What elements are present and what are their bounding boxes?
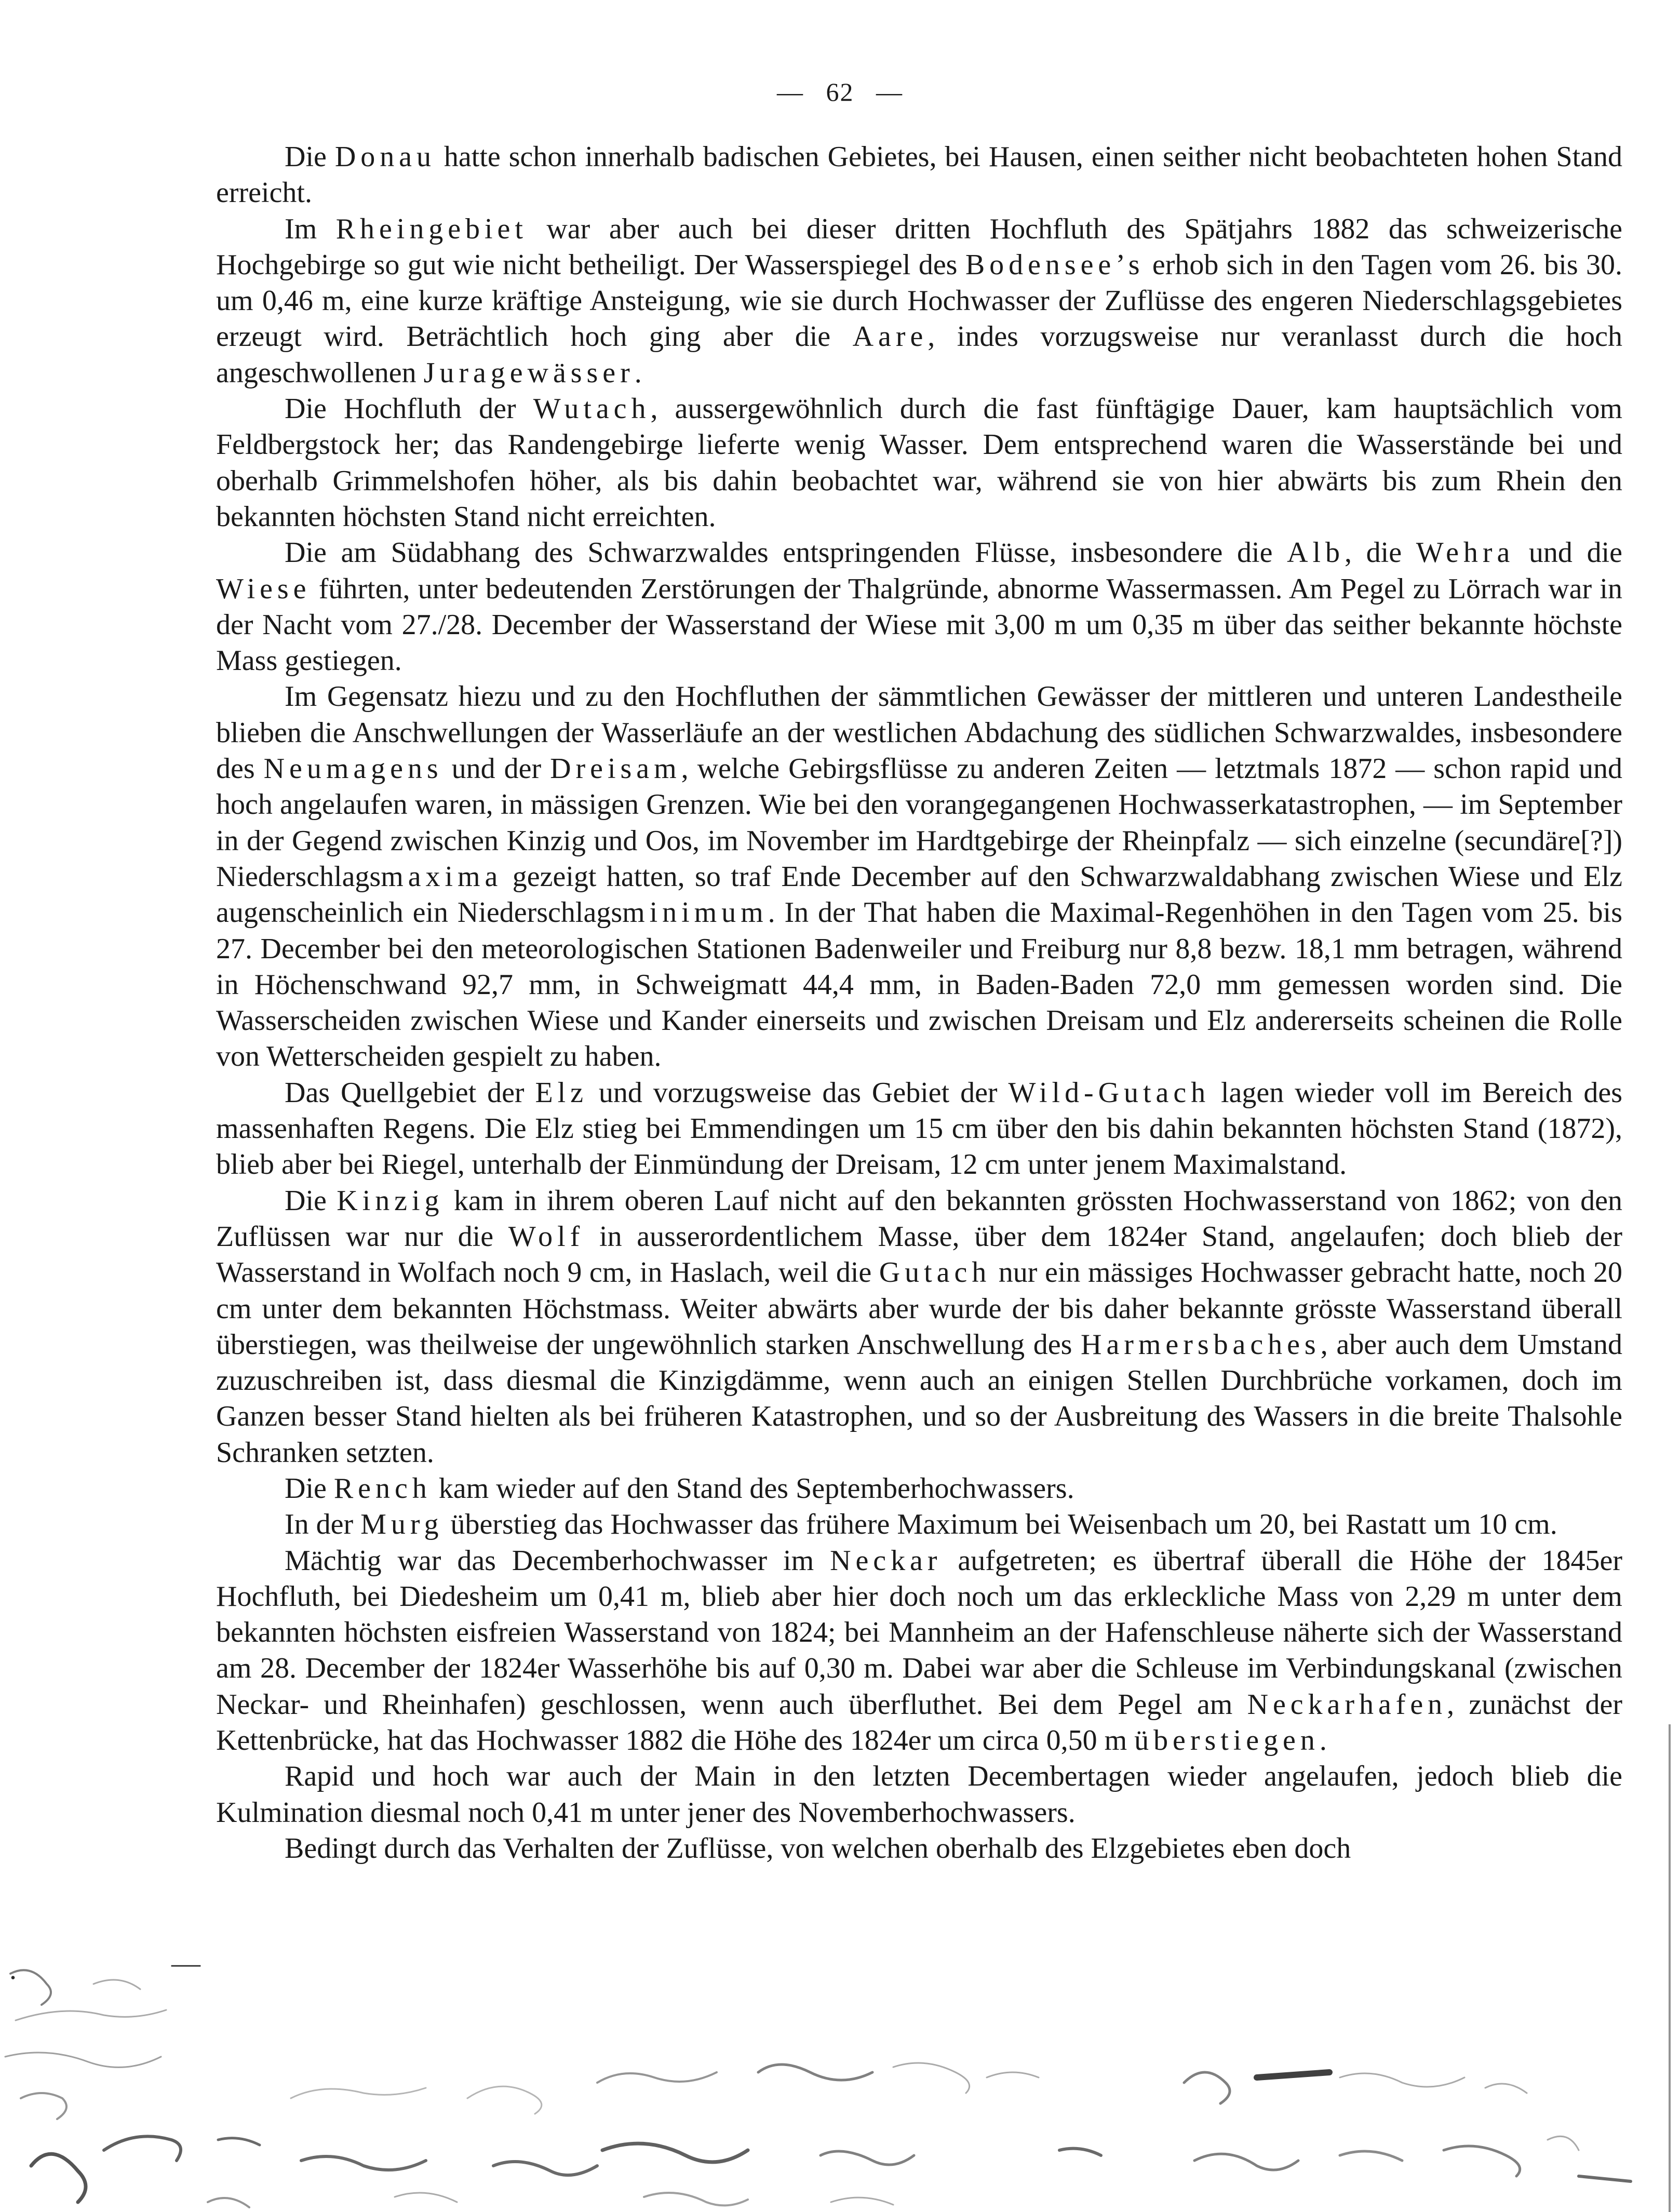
text-run: Bedingt durch das Verhalten der Zuflüsse, von welchen oberhalb des Elzgebietes eben doch (285, 1832, 1351, 1865)
paragraph (216, 1759, 1622, 1831)
spaced-term: minimum (622, 896, 768, 929)
margin-bracket: . (9, 1953, 17, 1986)
page-edge-line (1669, 1724, 1671, 2212)
page-number: 62 (826, 77, 854, 106)
spaced-term: Gutach (879, 1256, 991, 1289)
text-run: , welche Gebirgsflüsse zu anderen Zeiten — letztmals 1872 — schon rapid und hoch angelaufen waren, in mässigen Grenzen. Wie bei den vorangegangenen Hochwasserkatastrophen, — im September in der Gegend zwischen Kinzig und Oos, im November im Hardtgebirge der Rheinpfalz — sich einzelne (secundäre[?]) Niederschlags (216, 753, 1623, 893)
page-header (0, 77, 1680, 107)
text-run: und vorzugsweise das Gebiet der (587, 1076, 1009, 1109)
text-run: Die Hochfluth der (285, 393, 533, 425)
text-run: Mächtig war das Decemberhochwasser im (285, 1544, 830, 1577)
spaced-term: Wiese (216, 572, 311, 605)
text-run: kam wieder auf den Stand des Septemberhochwassers. (431, 1472, 1074, 1505)
text-run: , zunächst der Kettenbrücke, hat das Hochwasser 1882 die Höhe des 1824er um circa 0,50 m (216, 1688, 1622, 1757)
text-run: kam in ihrem oberen Lauf nicht auf den bekannten grössten Hochwasserstand von 1862; von den Zuflüssen war nur die (216, 1184, 1623, 1253)
paragraph (216, 1831, 1622, 1867)
text-run: Das Quellgebiet der (285, 1076, 535, 1109)
spaced-term: Harmersbaches (1081, 1328, 1321, 1361)
spaced-term: Kinzig (337, 1184, 444, 1217)
spaced-term: Alb (1287, 537, 1345, 569)
paragraph (216, 1183, 1622, 1471)
spaced-term: Wolf (508, 1220, 585, 1253)
paragraph (216, 1471, 1622, 1507)
text-run: in ausserordentlichem Masse, über dem 1824er Stand, angelaufen; doch blieb der Wasserstand in Wolfach noch 9 cm, in Haslach, weil die (216, 1220, 1622, 1289)
text-run: , die (1344, 537, 1416, 569)
spaced-term: Neckar (830, 1544, 942, 1577)
text-run: . In der That haben die Maximal-Regenhöhen in den Tagen vom 25. bis 27. December bei den meteorologischen Stationen Badenweiler und Freiburg nur 8,8 bezw. 18,1 mm betragen, während in Höchenschwand 92,7 mm, in Schweigmatt 44,4 mm, in Baden-Baden 72,0 mm gemessen worden sind. Die Wasserscheiden zwischen Wiese und Kander einerseits und zwischen Dreisam und Elz andererseits scheinen die Rolle von Wetterscheiden gespielt zu haben. (216, 896, 1623, 1073)
paragraph (216, 679, 1622, 1075)
text-run: überstieg das Hochwasser das frühere Maximum bei Weisenbach um 20, bei Rastatt um 10 cm. (443, 1508, 1557, 1541)
spaced-term: Dreisam (550, 753, 681, 785)
spaced-term: Wehra (1416, 537, 1515, 569)
spaced-term: Neumagens (263, 753, 443, 785)
paragraph (216, 391, 1622, 535)
page-number-dash-right: — (876, 77, 903, 106)
text-run: Im (285, 212, 336, 245)
spaced-term: maxima (381, 860, 503, 893)
text-run: erhob sich in den Tagen vom 26. bis 30. um 0,46 m, eine kurze kräftige Ansteigung, wie sie durch Hochwasser der Zuflüsse des engeren Niederschlagsgebietes erzeugt wird. Beträchtlich hoch ging aber die (216, 248, 1623, 353)
spaced-term: Wutach (533, 393, 651, 425)
text-run: . (634, 356, 642, 389)
text-run: , aussergewöhnlich durch die fast fünftägige Dauer, kam hauptsächlich vom Feldbergstock her; das Randengebirge lieferte wenig Wasser. Dem entsprechend waren die Wasserstände bei und oberhalb Grimmelshofen höher, als bis dahin beobachtet war, während sie von hier abwärts bis zum Rhein den bekannten höchsten Stand nicht erreichten. (216, 393, 1623, 533)
paragraph (216, 535, 1622, 679)
paragraph (216, 1075, 1622, 1183)
text-run: Die am Südabhang des Schwarzwaldes entspringenden Flüsse, insbesondere die (285, 537, 1287, 569)
text-run: . (1319, 1724, 1327, 1757)
page-number-dash-left: — (777, 77, 804, 106)
text-run: , aber auch dem Umstand zuzuschreiben ist, dass diesmal die Kinzigdämme, wenn auch an einigen Stellen Durchbrüche vorkamen, doch im Ganzen besser Stand hielten als bei früheren Katastrophen, und so der Ausbreitung des Wassers in die breite Thalsohle Schranken setzten. (216, 1328, 1622, 1469)
text-run: und der (442, 753, 550, 785)
body-text (216, 139, 1622, 1867)
text-run: aufgetreten; es übertraf überall die Höhe der 1845er Hochfluth, bei Diedesheim um 0,41 m, blieb aber hier doch noch um das erkleckliche Mass von 2,29 m unter dem bekannten höchsten eisfreien Wasserstand von 1824; bei Mannheim an der Hafenschleuse näherte sich der Wasserstand am 28. December der 1824er Wasserhöhe bis auf 0,30 m. Dabei war aber die Schleuse im Verbindungskanal (zwischen Neckar- und Rheinhafen) geschlossen, wenn auch überfluthet. Bei dem Pegel am (216, 1544, 1622, 1721)
text-run: In der (285, 1508, 361, 1541)
text-run: führten, unter bedeutenden Zerstörungen der Thalgründe, abnorme Wassermassen. Am Pegel zu Lörrach war in der Nacht vom 27./28. December der Wasserstand der Wiese mit 3,00 m um 0,35 m über das seither bekannte höchste Mass gestiegen. (216, 572, 1622, 677)
spaced-term: Bodensee’s (965, 248, 1145, 281)
text-run: Rapid und hoch war auch der Main in den letzten Decembertagen wieder angelaufen, jedoch blieb die Kulmination diesmal noch 0,41 m unter jener des Novemberhochwassers. (216, 1760, 1622, 1829)
text-run: gezeigt hatten, so traf Ende December auf den Schwarzwaldabhang zwischen Wiese und Elz augenscheinlich ein Niederschlags (216, 860, 1622, 929)
spaced-term: Elz (535, 1076, 588, 1109)
spaced-term: überstiegen (1134, 1724, 1320, 1757)
text-run: , indes vorzugsweise nur veranlasst durch die hoch angeschwollenen (216, 320, 1622, 389)
spaced-term: Juragewässer (423, 356, 635, 389)
spaced-term: Wild-Gutach (1008, 1076, 1211, 1109)
text-run: hatte schon innerhalb badischen Gebietes, bei Hausen, einen seither nicht beobachteten hohen Stand erreicht. (216, 141, 1622, 209)
paragraph (216, 1543, 1622, 1759)
paragraph (216, 139, 1622, 211)
text-run: Die (285, 141, 335, 173)
text-run: Die (285, 1184, 337, 1217)
spaced-term: Murg (360, 1508, 443, 1541)
handwritten-annotation (0, 1942, 1680, 2212)
text-run: Die (285, 1472, 334, 1505)
spaced-term: Rheingebiet (335, 212, 528, 245)
paragraph (216, 211, 1622, 391)
spaced-term: Neckarhafen (1247, 1688, 1447, 1721)
text-run: Im Gegensatz hiezu und zu den Hochfluthen der sämmtlichen Gewässer der mittleren und unteren Landestheile blieben die Anschwellungen der Wasserläufe an der westlichen Abdachung des südlichen Schwarzwaldes, insbesondere des (216, 680, 1622, 785)
text-run: war aber auch bei dieser dritten Hochfluth des Spätjahrs 1882 das schweizerische Hochgebirge so gut wie nicht betheiligt. Der Wasserspiegel des (216, 212, 1622, 281)
spaced-term: Donau (334, 141, 436, 173)
spaced-term: Aare (852, 320, 928, 353)
spaced-term: Rench (333, 1472, 432, 1505)
text-run: und die (1514, 537, 1623, 569)
text-run: nur ein mässiges Hochwasser gebracht hatte, noch 20 cm unter dem bekannten Höchstmass. Weiter abwärts aber wurde der bis daher bekannte grösste Wasserstand überall überstiegen, was theilweise der ungewöhnlich starken Anschwellung des (216, 1256, 1622, 1361)
paragraph (216, 1507, 1622, 1543)
margin-dash: — (171, 1947, 200, 1979)
text-run: lagen wieder voll im Bereich des massenhaften Regens. Die Elz stieg bei Emmendingen um 15 cm über den bis dahin bekannten höchsten Stand (1872), blieb aber bei Riegel, unterhalb der Einmündung der Dreisam, 12 cm unter jenem Maximalstand. (216, 1076, 1622, 1181)
